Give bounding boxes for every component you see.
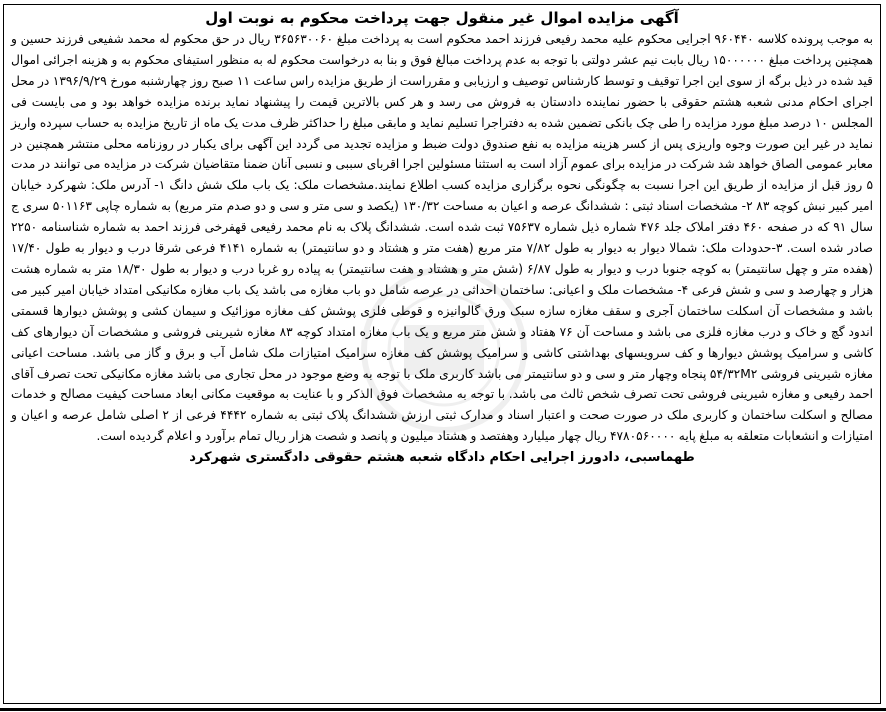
notice-title: آگهی مزایده اموال غیر منقول جهت پرداخت محکوم به نوبت اول	[205, 9, 679, 27]
notice-signature: طهماسبی، دادورز اجرایی احکام دادگاه شعبه هشتم حقوقی دادگستری شهرکرد	[189, 450, 695, 466]
bottom-divider	[0, 708, 886, 711]
auction-notice	[3, 4, 881, 704]
notice-body: به موجب پرونده کلاسه ۹۶۰۴۴۰ اجرایی محکوم علیه محمد رفیعی فرزند احمد محکوم است به پرداخت مبلغ ۳۶۵۶۳۰۰۶۰ ریال در حق محکوم له محمد شفیعی فرزند حسین و همچنین پرداخت مبلغ ۱۵۰۰۰۰۰۰ ریال بابت نیم عشر دولتی با توجه به عدم پرداخت مبالغ فوق و بنا به درخواست محکوم له به منظور استیفای محکوم به و هزینه اجرائی اموال قید شده در ذیل برگه از سوی این اجرا توقیف و توسط کارشناس توصیف و ارزیابی و مقرراست از طریق مزایده راس ساعت ۱۱ صبح روز چهارشنبه مورخ ۱۳۹۶/۹/۲۹ در محل اجرای احکام مدنی شعبه هشتم حقوقی با حضور نماینده دادستان به فروش می رسد و هر کس بالاترین قیمت را پیشنهاد نماید برنده مزایده خواهد بود و می بایست فی المجلس ۱۰ درصد مبلغ مورد مزایده را طی چک بانکی تضمین شده به دفتراجرا تسلیم نماید و مابقی مبلغ را حداکثر ظرف مدت یک ماه از تاریخ مزایده به حساب سپرده واریز نماید در غیر این صورت وجوه واریزی پس از کسر هزینه مزایده به نفع صندوق دولت ضبط و مزایده تجدید می گردد این آگهی برای یکبار در روزنامه محلی منتشر همچنین در معابر عمومی الصاق خواهد شد شرکت در مزایده برای عموم آزاد است به استثنا مسئولین اجرا اقربای سببی و نسبی آنان ضمنا متقاضیان شرکت در مزایده می توانند در مدت ۵ روز قبل از مزایده از طریق این اجرا نسبت به چگونگی نحوه برگزاری مزایده کسب اطلاع نمایند.مشخصات ملک: یک باب ملک شش دانگ ۱- آدرس ملک: شهرکرد خیابان امیر کبیر نبش کوچه ۸۳ ۲- مشخصات اسناد ثبتی : ششدانگ عرصه و اعیان به مساحت ۱۳۰/۳۲ (یکصد و سی متر و سی و دو صدم متر مربع) به شماره چاپی ۵۰۱۱۶۳ سری ج سال ۹۱ که در صفحه ۴۶۰ دفتر املاک جلد ۴۷۶ شماره ذیل شماره ۷۵۶۳۷ ثبت شده است. ششدانگ پلاک به نام محمد رفیعی قهفرخی فرزند احمد به شماره شناسنامه ۲۲۵۰ صادر شده است. ۳-حدودات ملک: شمالا دیوار به دیوار به طول ۷/۸۲ متر مربع (هفت متر و هشتاد و دو سانتیمتر) به شماره ۴۱۴۱ فرعی شرقا درب و دیوار به طول ۱۷/۴۰ (هفده متر و چهل سانتیمتر) به کوچه جنوبا درب و دیوار به طول ۶/۸۷ (شش متر و هشتاد و هفت سانتیمتر) به پیاده رو غربا درب و دیوار به طول ۱۸/۳۰ متر به شماره هشت هزار و چهارصد و سی و شش فرعی ۴- مشخصات ملک و اعیانی: ساختمان احداثی در عرصه شامل دو باب مغازه می باشد یک باب مغازه مکانیکی امتداد خیابان امیر کبیر می باشد و مشخصات آن اسکلت ساختمان آجری و سقف مغازه سازه سبک ورق گالوانیزه و قوطی فلزی پوشش کف مغازه موزائیک و سیمان کشی و پوشش دیوارها قسمتی اندود گچ و خاک و درب مغازه فلزی می باشد و مساحت آن ۷۶ هفتاد و شش متر مربع و یک باب مغازه امتداد کوچه ۸۳ مغازه شیرینی فروشی و مشخصات آن دیوارهای کف کاشی و سرامیک پوشش دیوارها و کف سرویسهای بهداشتی کاشی و سرامیک پوشش کف مغازه سرامیک امتیازات ملک شامل آب و برق و گاز می باشد. مساحت اعیانی مغازه شیرینی فروشی ۵۴/۳۲M۲ پنجاه وچهار متر و سی و دو سانتیمتر می باشد کاربری ملک با توجه به وضع موجود در محل تجاری می باشد مغازه مکانیکی تحت تصرف آقای احمد رفیعی و مغازه شیرینی فروشی تحت تصرف شخص ثالث می باشد. با توجه به مشخصات فوق الذکر و با عنایت به موقعیت مکانی ابعاد مساحت کیفیت مصالح و خدمات مصالح و اسکلت ساختمان و کاربری ملک در صورت صحت و اعتبار اسناد و مدارک ثبتی ارزش ششدانگ پلاک ثبتی به شماره ۴۴۴۲ فرعی از ۲ اصلی شامل عرصه و اعیان و امتیازات و انشعابات متعلقه به مبلغ پایه ۴۷۸۰۵۶۰۰۰۰ ریال چهار میلیارد وهفتصد و هشتاد میلیون و پانصد و شصت هزار ریال تمام برآورد و اعلام گردیده است.	[11, 32, 874, 444]
